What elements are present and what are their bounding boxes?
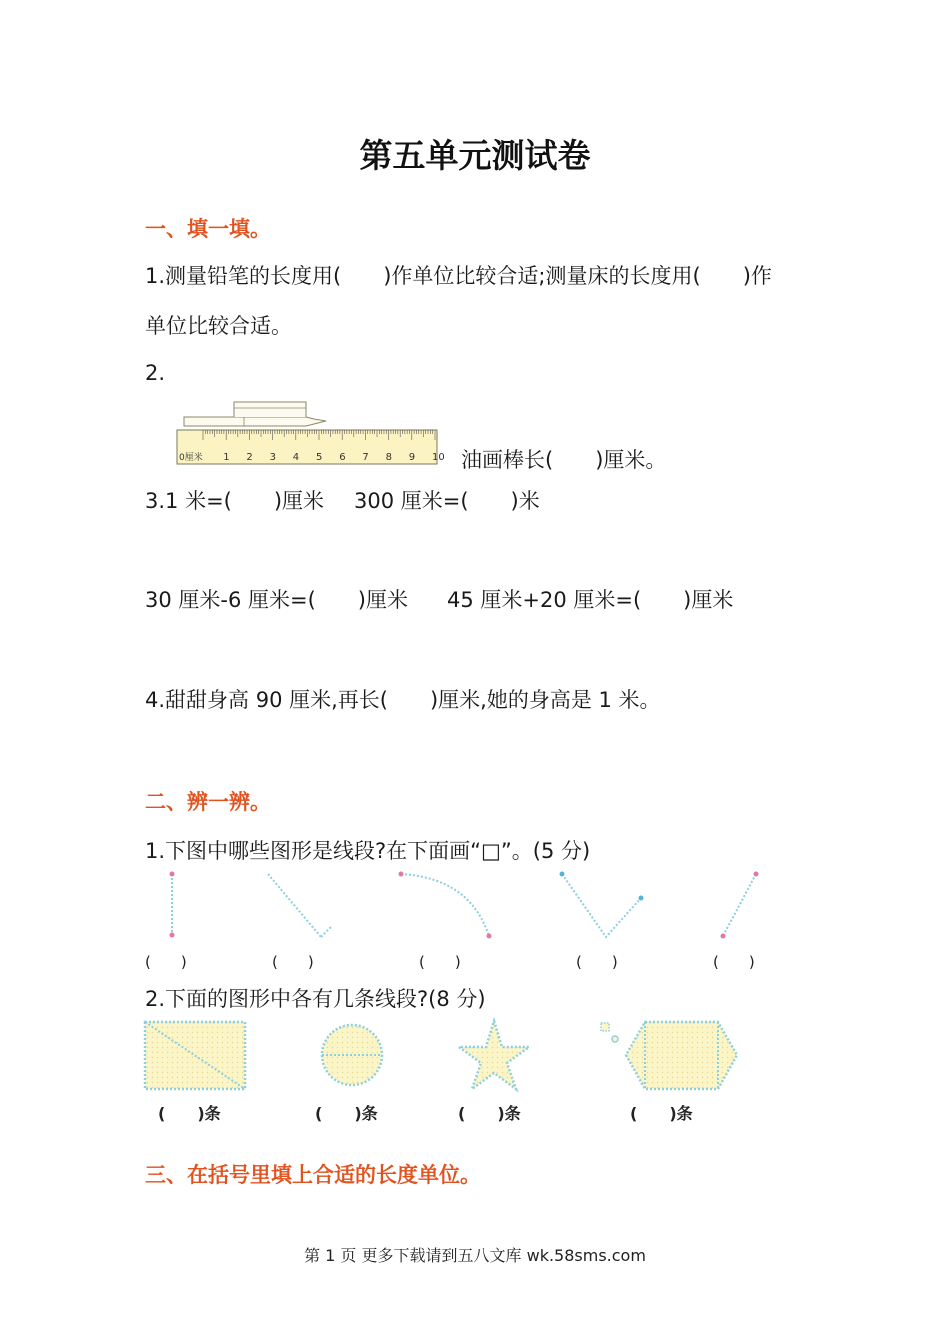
s2-q2: 2.下面的图形中各有几条线段?(8 分)	[145, 987, 486, 1011]
s1-q3-c: 30 厘米-6 厘米=( )厘米	[145, 588, 408, 612]
figure-diagonal-ray	[268, 874, 331, 937]
s2-q1-blank-3: ( )	[419, 953, 461, 971]
section-1-heading: 一、填一填。	[145, 217, 271, 241]
ruler-crayon-figure	[176, 394, 445, 466]
section-3-heading: 三、在括号里填上合适的长度单位。	[145, 1163, 481, 1187]
s2-q2-blank-1: ( )条	[158, 1104, 221, 1123]
shape-figures	[0, 1015, 950, 1095]
ruler-tick-label: 9	[408, 452, 416, 463]
figure-vertical-segment	[170, 872, 175, 938]
s1-q1-line2: 单位比较合适。	[145, 314, 292, 338]
s2-q1-blank-2: ( )	[272, 953, 314, 971]
shape-fish	[601, 1022, 737, 1089]
ruler-tick-label: 6	[339, 452, 346, 463]
shape-star	[459, 1021, 529, 1089]
section-2-heading: 二、辨一辨。	[145, 790, 271, 814]
ruler-tick-label: 7	[362, 452, 369, 463]
shape-rectangle-with-diagonal	[145, 1022, 245, 1089]
page-footer: 第 1 页 更多下载请到五八文库 wk.58sms.com	[304, 1246, 646, 1265]
s2-q1: 1.下图中哪些图形是线段?在下面画“□”。(5 分)	[145, 839, 591, 863]
ruler-tick-label: 8	[385, 452, 392, 463]
page-title: 第五单元测试卷	[359, 136, 591, 175]
s2-q1-blank-1: ( )	[145, 953, 187, 971]
ruler-tick-label: 4	[292, 452, 300, 463]
figure-angle	[560, 872, 644, 938]
s1-q3-a: 3.1 米=( )厘米	[145, 489, 325, 513]
line-figures	[0, 862, 950, 952]
s2-q1-blank-4: ( )	[576, 953, 618, 971]
ruler-tick-label: 5	[316, 452, 323, 463]
s1-q2-text: 油画棒长( )厘米。	[461, 448, 667, 472]
s1-q4: 4.甜甜身高 90 厘米,再长( )厘米,她的身高是 1 米。	[145, 688, 661, 712]
shape-circle-with-line	[322, 1025, 382, 1085]
s1-q2-number: 2.	[145, 361, 166, 385]
s2-q2-blank-2: ( )条	[315, 1104, 378, 1123]
ruler-tick-label: 2	[246, 452, 253, 463]
s1-q3-d: 45 厘米+20 厘米=( )厘米	[447, 588, 734, 612]
ruler-tick-label: 3	[269, 452, 276, 463]
ruler-zero-label: 0厘米	[179, 453, 203, 463]
s1-q1-line1: 1.测量铅笔的长度用( )作单位比较合适;测量床的长度用( )作	[145, 264, 772, 288]
s2-q1-blank-5: ( )	[713, 953, 755, 971]
figure-curve	[399, 872, 492, 939]
ruler	[177, 430, 445, 464]
ruler-tick-label: 1	[223, 452, 230, 463]
crayon-figure	[184, 402, 326, 426]
ruler-tick-label: 10	[432, 452, 445, 463]
s1-q3-b: 300 厘米=( )米	[354, 489, 540, 513]
figure-slanted-segment	[721, 872, 759, 939]
s2-q2-blank-3: ( )条	[458, 1104, 521, 1123]
s2-q2-blank-4: ( )条	[630, 1104, 693, 1123]
